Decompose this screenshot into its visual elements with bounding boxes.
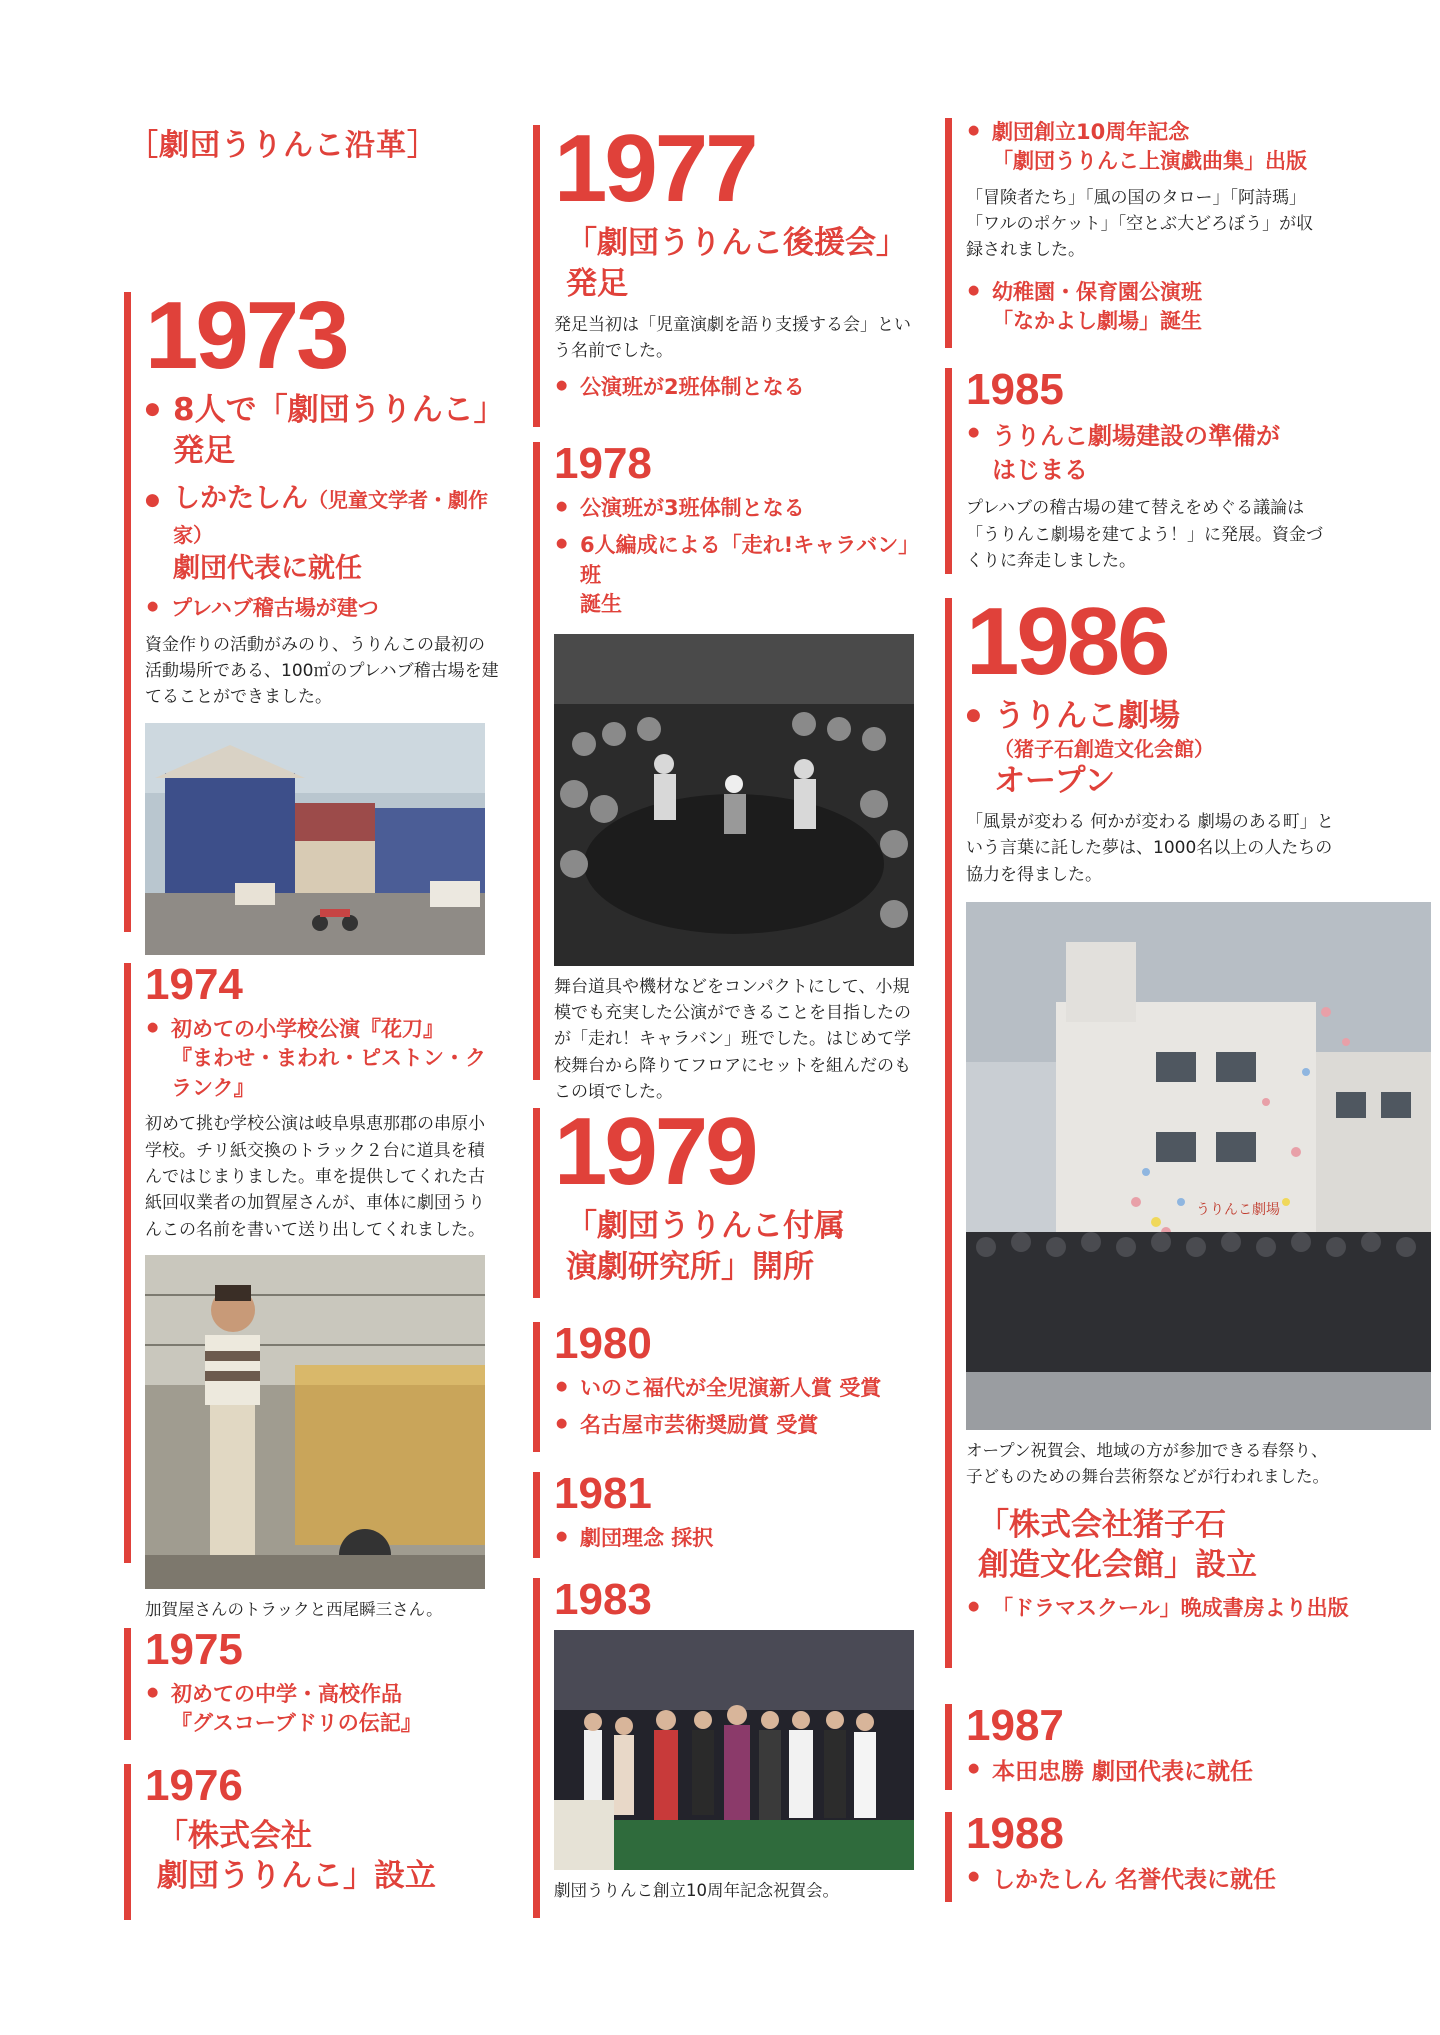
year-label: 1980 (554, 1319, 652, 1368)
photo-caption: オープン祝賀会、地域の方が参加できる春祭り、子どものための舞台芸術祭などが行われました。 (966, 1440, 1329, 1486)
year-label: 1981 (554, 1469, 652, 1518)
entry-1977 (533, 115, 913, 427)
event-item: ● 名古屋市芸術奨励賞 受賞 (554, 1411, 913, 1440)
event-item: ● 劇団理念 採択 (554, 1524, 913, 1553)
event-item: ● しかたしん 名誉代表に就任 (966, 1864, 1325, 1896)
body-text: プレハブの稽古場の建て替えをめぐる議論は「うりんこ劇場を建てよう！」に発展。資金づくりに奔走しました。 (966, 498, 1323, 571)
entry-1978 (533, 439, 913, 1102)
year-label: 1988 (966, 1809, 1064, 1858)
event-item: ● うりんこ劇場建設の準備が はじまる (966, 420, 1325, 487)
entry-1976 (124, 1761, 500, 1920)
year-label: 1986 (966, 588, 1168, 695)
event-item: ● 劇団創立10周年記念 「劇団うりんこ上演戯曲集」出版 (966, 118, 1325, 177)
event-item: ● いのこ福代が全児演新人賞 受賞 (554, 1374, 913, 1403)
event-item: ● しかたしん（児童文学者・劇作家） 劇団代表に就任 (145, 481, 500, 586)
photo-caption: 劇団うりんこ創立10周年記念祝賀会。 (554, 1881, 839, 1900)
year-label: 1974 (145, 960, 243, 1009)
year-label: 1978 (554, 439, 652, 488)
event-item: ● 初めての中学・高校作品 『グスコーブドリの伝記』 (145, 1680, 500, 1739)
entry-1981 (533, 1469, 913, 1558)
year-label: 1976 (145, 1761, 243, 1810)
event-item: 「株式会社猪子石 創造文化会館」設立 (978, 1507, 1257, 1584)
entry-1988 (945, 1809, 1325, 1902)
entry-1979 (533, 1098, 913, 1298)
page-title: ［劇団うりんこ沿革］ (128, 128, 438, 163)
event-item: ● 本田忠勝 劇団代表に就任 (966, 1756, 1325, 1788)
entry-1986 (945, 588, 1430, 1668)
prefab-studio-photo (145, 723, 485, 955)
body-text: 「冒険者たち」「風の国のタロー」「阿詩瑪」「ワルのポケット」「空とぶ大どろぼう」が収録されました。 (966, 187, 1314, 261)
body-text: 舞台道具や機材などをコンパクトにして、小規模でも充実した公演ができることを目指したのが「走れ！キャラバン」班でした。はじめて学校舞台から降りてフロアにセットを組んだのもこの頃でした。 (554, 976, 911, 1102)
photo-caption: 加賀屋さんのトラックと西尾瞬三さん。 (145, 1599, 443, 1619)
year-label: 1975 (145, 1625, 243, 1674)
event-item: ● 8人で「劇団うりんこ」 発足 (145, 390, 500, 471)
theater-opening-photo (966, 902, 1431, 1430)
theater-sign-text: うりんこ劇場 (1196, 1200, 1280, 1217)
entry-1975 (124, 1625, 500, 1740)
entry-1987 (945, 1701, 1325, 1790)
entry-1980 (533, 1319, 913, 1452)
year-label: 1973 (145, 282, 347, 389)
event-item: ● 幼稚園・保育園公演班 「なかよし劇場」誕生 (966, 278, 1325, 337)
body-text: 初めて挑む学校公演は岐阜県恵那郡の串原小学校。チリ紙交換のトラック２台に道具を積んではじまりました。車を提供してくれた古紙回収業者の加賀屋さんが、車体に劇団うりんこの名前を書いて送り出してくれました。 (145, 1114, 485, 1240)
year-label: 1985 (966, 365, 1064, 414)
event-item: ● 「ドラマスクール」晩成書房より出版 (966, 1594, 1430, 1623)
year-label: 1977 (554, 115, 756, 222)
event-item: ● 公演班が3班体制となる (554, 494, 913, 523)
body-text: 資金作りの活動がみのり、うりんこの最初の活動場所である、100㎡のプレハブ稽古場を建てることができました。 (145, 634, 499, 708)
truck-photo (145, 1255, 485, 1589)
event-item: 「劇団うりんこ付属 演劇研究所」開所 (566, 1208, 845, 1285)
entry-1983 (533, 1575, 913, 1918)
event-item: 「劇団うりんこ後援会」 発足 (566, 225, 907, 302)
year-label: 1987 (966, 1701, 1064, 1750)
event-item: 「株式会社 劇団うりんこ」設立 (157, 1818, 436, 1895)
entry-1974 (124, 960, 500, 1619)
event-item: ● 初めての小学校公演『花刀』 『まわせ・まわれ・ピストン・クランク』 (145, 1015, 500, 1103)
year-label: 1983 (554, 1575, 652, 1624)
event-item: ● プレハブ稽古場が建つ (145, 594, 500, 623)
anniversary-party-photo (554, 1630, 914, 1870)
event-item: ● うりんこ劇場 （猪子石創造文化会館） オープン (966, 696, 1430, 801)
year-label: 1979 (554, 1098, 756, 1205)
event-item: ● 6人編成による「走れ!キャラバン」班 誕生 (554, 531, 913, 619)
entry-1983-continued (945, 118, 1325, 348)
caravan-performance-photo (554, 634, 914, 966)
event-item: ● 公演班が2班体制となる (554, 373, 913, 402)
body-text: 発足当初は「児童演劇を語り支援する会」という名前でした。 (554, 314, 911, 362)
entry-1973 (124, 282, 505, 932)
entry-1985 (945, 365, 1325, 574)
body-text: 「風景が変わる 何かが変わる 劇場のある町」という言葉に託した夢は、1000名以上の人たちの協力を得ました。 (966, 811, 1334, 885)
